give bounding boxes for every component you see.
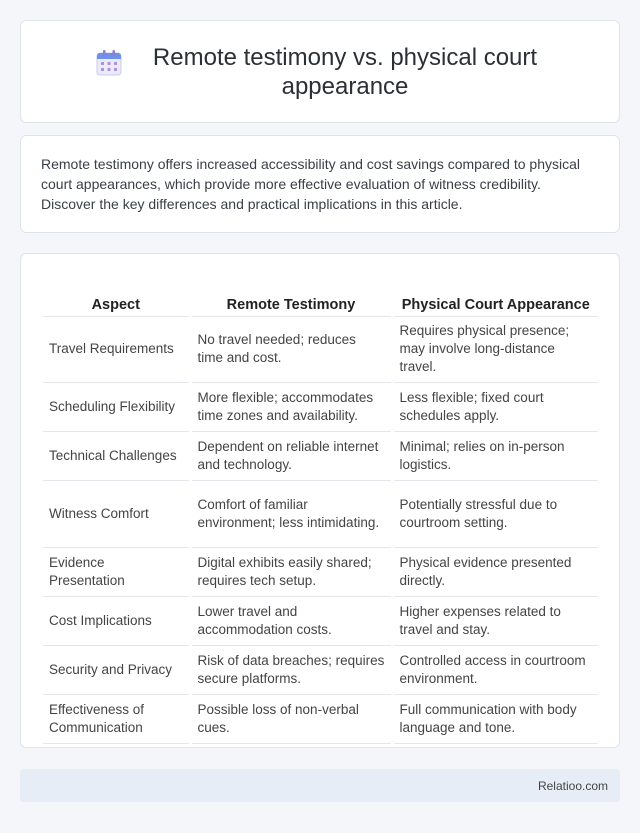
table-cell-aspect: Travel Requirements [43, 316, 190, 382]
header-physical-court-appearance: Physical Court Appearance [392, 272, 598, 316]
table-row [43, 480, 598, 547]
header-aspect: Aspect [43, 272, 190, 316]
table-cell-physical: Higher expenses related to travel and stay. [392, 596, 598, 645]
table-header-row [43, 272, 598, 316]
table-row [43, 645, 598, 694]
table-cell-aspect: Security and Privacy [43, 645, 190, 694]
intro-card [20, 135, 620, 233]
title-card [20, 20, 620, 123]
title-wrap [95, 43, 545, 101]
table-cell-physical: Controlled access in courtroom environment. [392, 645, 598, 694]
comparison-table-card [20, 253, 620, 748]
intro-text: Remote testimony offers increased accessibility and cost savings compared to physical court appearances, which provide more effective evaluation of witness credibility. Discover the key differences and practical implications in this article. [41, 156, 580, 212]
table-cell-physical: Minimal; relies on in-person logistics. [392, 431, 598, 480]
comparison-table [43, 272, 598, 744]
table-cell-physical: Less flexible; fixed court schedules apply. [392, 382, 598, 431]
table-cell-remote: Lower travel and accommodation costs. [190, 596, 392, 645]
page-title: Remote testimony vs. physical court appearance [152, 43, 538, 100]
table-cell-physical: Physical evidence presented directly. [392, 547, 598, 596]
footer-site-link[interactable]: Relatioo.com [537, 778, 608, 793]
table-cell-aspect: Witness Comfort [43, 480, 190, 547]
table-row [43, 431, 598, 480]
calendar-icon [95, 49, 123, 77]
table-cell-aspect: Evidence Presentation [43, 547, 190, 596]
table-cell-remote: Dependent on reliable internet and technology. [190, 431, 392, 480]
table-cell-aspect: Technical Challenges [43, 431, 190, 480]
table-cell-aspect: Cost Implications [43, 596, 190, 645]
table-row [43, 382, 598, 431]
table-row [43, 694, 598, 743]
table-cell-aspect: Effectiveness of Communication [43, 694, 190, 743]
table-cell-remote: Digital exhibits easily shared; requires tech setup. [190, 547, 392, 596]
table-cell-physical: Full communication with body language and tone. [392, 694, 598, 743]
table-cell-physical: Requires physical presence; may involve long-distance travel. [392, 316, 598, 382]
table-row [43, 547, 598, 596]
table-cell-remote: No travel needed; reduces time and cost. [190, 316, 392, 382]
table-cell-remote: Comfort of familiar environment; less intimidating. [190, 480, 392, 547]
table-cell-remote: Risk of data breaches; requires secure platforms. [190, 645, 392, 694]
table-row [43, 596, 598, 645]
header-remote-testimony: Remote Testimony [190, 272, 392, 316]
table-cell-remote: Possible loss of non-verbal cues. [190, 694, 392, 743]
table-cell-remote: More flexible; accommodates time zones and availability. [190, 382, 392, 431]
table-row [43, 316, 598, 382]
table-cell-physical: Potentially stressful due to courtroom setting. [392, 480, 598, 547]
table-cell-aspect: Scheduling Flexibility [43, 382, 190, 431]
footer [20, 769, 620, 802]
